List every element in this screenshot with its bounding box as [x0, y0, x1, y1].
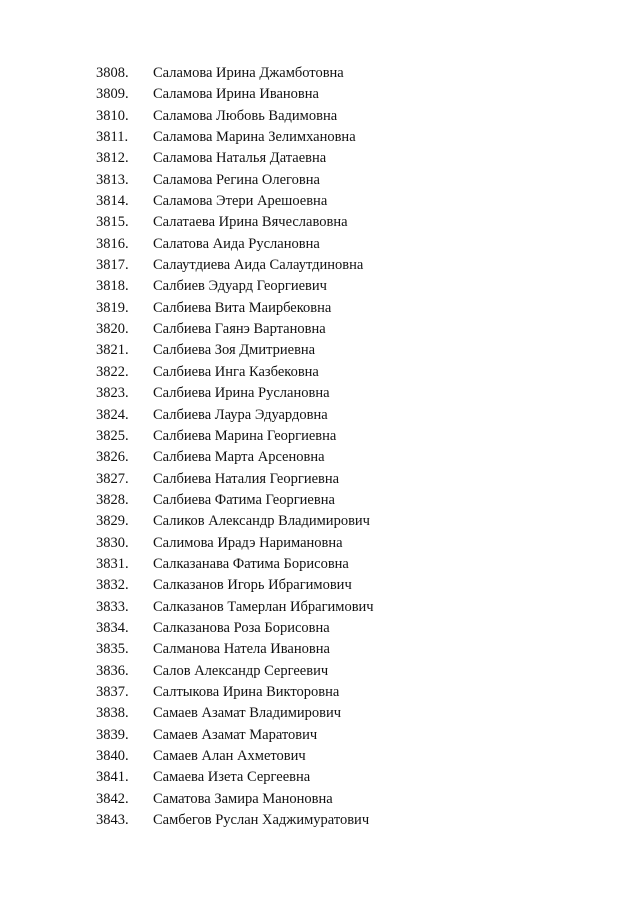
list-item-number: 3826. [96, 449, 129, 466]
list-item-name: Салбиева Наталия Георгиевна [153, 470, 340, 487]
list-item-number: 3837. [96, 683, 129, 700]
list-item [0, 725, 640, 746]
numbered-name-list [0, 63, 640, 831]
list-item [0, 106, 640, 127]
list-item-name: Салказанов Игорь Ибрагимович [153, 577, 352, 594]
list-item-number: 3822. [96, 363, 129, 380]
list-item [0, 276, 640, 297]
list-item [0, 597, 640, 618]
list-item-number: 3830. [96, 534, 129, 551]
list-item [0, 234, 640, 255]
list-item-number: 3840. [96, 748, 129, 764]
list-item-number: 3841. [96, 769, 129, 786]
list-item-number: 3824. [96, 406, 129, 423]
list-item-number: 3843. [96, 812, 129, 829]
list-item-number: 3839. [96, 726, 129, 743]
list-item-number: 3838. [96, 705, 129, 722]
list-item [0, 789, 640, 810]
list-item-name: Салатаева Ирина Вячеславовна [153, 214, 348, 231]
list-item-number: 3827. [96, 470, 129, 487]
list-item [0, 255, 640, 276]
list-item [0, 84, 640, 105]
list-item-number: 3833. [96, 598, 129, 615]
list-item-name: Салбиева Марина Георгиевна [153, 427, 337, 444]
list-item [0, 426, 640, 447]
list-item [0, 319, 640, 340]
list-item-name: Салов Александр Сергеевич [153, 662, 329, 679]
list-item [0, 511, 640, 532]
list-item-name: Салбиева Инга Казбековна [153, 363, 319, 380]
list-item-name: Саламова Этери Арешоевна [153, 193, 328, 210]
list-item-number: 3811. [96, 129, 129, 146]
list-item [0, 191, 640, 212]
list-item-name: Салбиева Марта Арсеновна [153, 449, 325, 466]
list-item [0, 212, 640, 233]
list-item-number: 3825. [96, 427, 129, 444]
list-item-name: Саликов Александр Владимирович [153, 513, 370, 530]
list-item [0, 618, 640, 639]
list-item-name: Салимова Ирадэ Наримановна [153, 534, 343, 551]
list-item-name: Салбиева Вита Маирбековна [153, 299, 332, 316]
list-item-name: Салаутдиева Аида Салаутдиновна [153, 257, 364, 274]
list-item-number: 3809. [96, 86, 129, 103]
list-item-name: Самаева Изета Сергеевна [153, 769, 311, 786]
list-item [0, 703, 640, 724]
list-item-number: 3812. [96, 150, 129, 167]
list-item [0, 490, 640, 511]
list-item-name: Самбегов Руслан Хаджимуратович [153, 812, 370, 829]
list-item-number: 3818. [96, 278, 129, 295]
list-item [0, 362, 640, 383]
list-item [0, 447, 640, 468]
list-item [0, 63, 640, 84]
list-item-number: 3836. [96, 662, 129, 679]
list-item [0, 383, 640, 404]
list-item-number: 3816. [96, 235, 129, 252]
list-item [0, 746, 640, 767]
list-item-name: Самаев Алан Ахметович [153, 748, 306, 764]
list-item [0, 661, 640, 682]
list-item-name: Саламова Марина Зелимхановна [153, 129, 356, 146]
list-item-name: Салбиева Зоя Дмитриевна [153, 342, 316, 359]
list-item-number: 3823. [96, 385, 129, 402]
list-item [0, 405, 640, 426]
list-item-name: Салбиева Гаянэ Вартановна [153, 321, 326, 338]
list-item-name: Салбиева Ирина Руслановна [153, 385, 330, 402]
list-item-number: 3810. [96, 107, 129, 124]
list-item-name: Салказанов Тамерлан Ибрагимович [153, 598, 374, 615]
list-item-number: 3813. [96, 171, 129, 188]
list-item-number: 3820. [96, 321, 129, 338]
list-item-name: Салтыкова Ирина Викторовна [153, 683, 340, 700]
list-item [0, 340, 640, 361]
list-item [0, 148, 640, 169]
list-item [0, 469, 640, 490]
list-item [0, 682, 640, 703]
list-item-number: 3815. [96, 214, 129, 231]
list-item-name: Салбиев Эдуард Георгиевич [153, 278, 327, 295]
list-item-name: Самаев Азамат Маратович [153, 726, 318, 743]
list-item [0, 639, 640, 660]
list-item-name: Салбиева Лаура Эдуардовна [153, 406, 328, 423]
list-item [0, 767, 640, 788]
list-item-name: Саламова Ирина Ивановна [153, 86, 319, 103]
list-item [0, 810, 640, 831]
list-item [0, 533, 640, 554]
list-item-number: 3842. [96, 790, 129, 807]
list-item-number: 3834. [96, 619, 129, 636]
list-item-number: 3835. [96, 641, 129, 658]
list-item-name: Салатова Аида Руслановна [153, 235, 320, 252]
list-item [0, 554, 640, 575]
list-item-name: Саламова Ирина Джамботовна [153, 65, 344, 81]
list-item-number: 3828. [96, 491, 129, 508]
list-item [0, 127, 640, 148]
list-item-name: Самаев Азамат Владимирович [153, 705, 342, 722]
list-item-number: 3814. [96, 193, 129, 210]
list-item-name: Салказанова Роза Борисовна [153, 619, 330, 636]
list-item-name: Саламова Регина Олеговна [153, 171, 320, 188]
list-item-name: Салказанава Фатима Борисовна [153, 555, 349, 572]
list-item-name: Саматова Замира Маноновна [153, 790, 333, 807]
list-item-name: Салманова Натела Ивановна [153, 641, 330, 658]
list-item-name: Саламова Любовь Вадимовна [153, 107, 338, 124]
list-item-name: Салбиева Фатима Георгиевна [153, 491, 335, 508]
list-item-number: 3819. [96, 299, 129, 316]
list-item-number: 3808. [96, 65, 129, 81]
list-item-number: 3831. [96, 555, 129, 572]
list-item-number: 3832. [96, 577, 129, 594]
list-item [0, 298, 640, 319]
list-item-number: 3817. [96, 257, 129, 274]
list-item-number: 3821. [96, 342, 129, 359]
list-item-name: Саламова Наталья Датаевна [153, 150, 327, 167]
list-item-number: 3829. [96, 513, 129, 530]
list-item [0, 170, 640, 191]
list-item [0, 575, 640, 596]
